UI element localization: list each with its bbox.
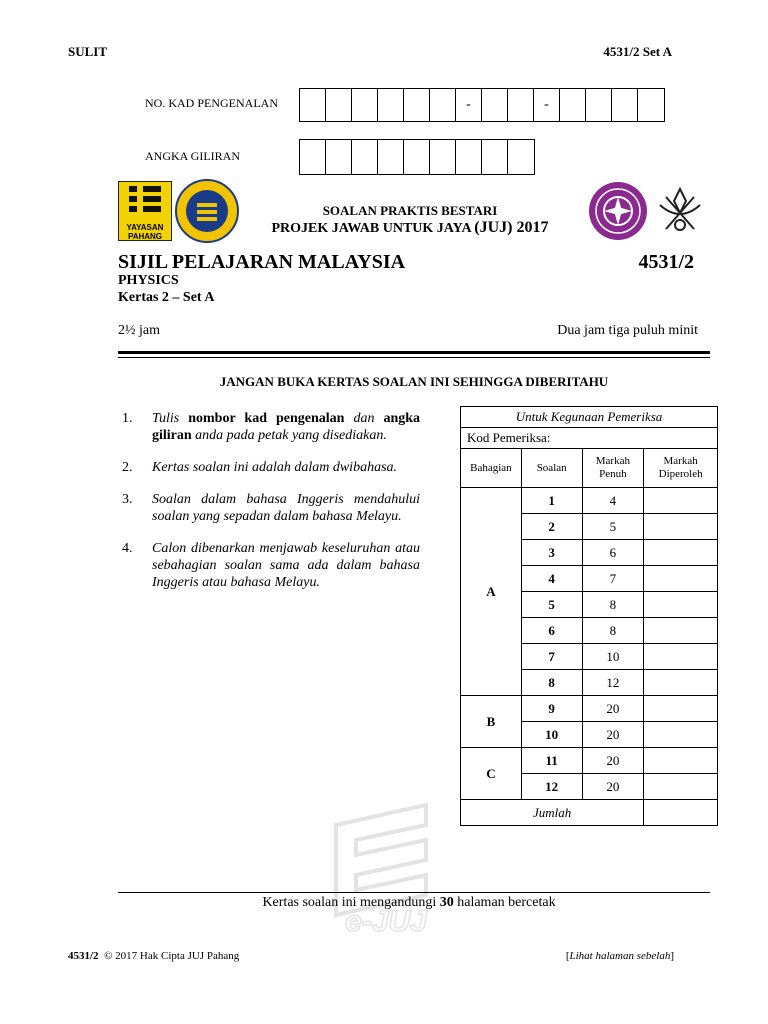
question-number: 4 xyxy=(521,566,582,592)
instruction-fragment: Soalan dalam bahasa Inggeris mendahului soalan yang sepadan dalam bahasa Melayu. xyxy=(152,492,420,524)
thin-rule xyxy=(118,357,710,358)
exam-code: 4531/2 xyxy=(638,251,694,273)
thick-rule xyxy=(118,351,710,354)
ic-number-label: NO. KAD PENGENALAN xyxy=(145,96,278,110)
footer-left xyxy=(68,950,239,962)
page-count-before: Kertas soalan ini mengandungi xyxy=(262,895,440,910)
marks-obtained-cell[interactable] xyxy=(644,488,718,514)
instruction-text xyxy=(152,491,420,525)
full-marks: 5 xyxy=(582,514,644,540)
marks-obtained-cell[interactable] xyxy=(644,670,718,696)
roll-number-cell[interactable] xyxy=(430,140,456,174)
ic-number-cell[interactable] xyxy=(612,89,638,121)
total-label: Jumlah xyxy=(461,800,644,826)
roll-number-label: ANGKA GILIRAN xyxy=(145,149,240,163)
header-sulit: SULIT xyxy=(68,44,108,59)
page-count-number: 30 xyxy=(439,895,454,910)
question-number: 5 xyxy=(521,592,582,618)
footer-next-page: [Lihat halaman sebelah] xyxy=(565,950,674,962)
page-count-note xyxy=(118,895,700,911)
purple-emblem-icon xyxy=(588,181,648,246)
watermark-text: e-JUJ xyxy=(345,905,427,938)
banner-project: PROJEK JAWAB UNTUK JAYA xyxy=(271,221,471,236)
header-paper-code: 4531/2 Set A xyxy=(603,44,672,59)
ic-number-cell[interactable] xyxy=(560,89,586,121)
marks-obtained-cell[interactable] xyxy=(644,514,718,540)
table-row xyxy=(461,488,718,514)
exam-subject: PHYSICS xyxy=(118,273,179,288)
roll-number-cell[interactable] xyxy=(404,140,430,174)
ic-number-cell[interactable] xyxy=(482,89,508,121)
column-header: Markah Diperoleh xyxy=(644,449,718,488)
marks-obtained-cell[interactable] xyxy=(644,696,718,722)
yayasan-word: YAYASAN xyxy=(126,223,164,232)
examiner-use-title: Untuk Kegunaan Pemeriksa xyxy=(461,407,718,428)
table-header-row xyxy=(461,449,718,488)
question-number: 6 xyxy=(521,618,582,644)
question-number: 7 xyxy=(521,644,582,670)
instruction-text xyxy=(152,459,420,476)
roll-number-cell[interactable] xyxy=(508,140,534,174)
question-number: 1 xyxy=(521,488,582,514)
marks-obtained-cell[interactable] xyxy=(644,774,718,800)
page-count-after: halaman bercetak xyxy=(453,895,556,910)
footer-next-text: Lihat halaman sebelah xyxy=(569,950,671,962)
exam-paper: Kertas 2 – Set A xyxy=(118,290,215,305)
roll-number-cell[interactable] xyxy=(326,140,352,174)
full-marks: 10 xyxy=(582,644,644,670)
roll-number-boxes[interactable] xyxy=(299,139,535,175)
ic-number-boxes[interactable] xyxy=(299,88,665,122)
instruction-number: 1. xyxy=(122,411,133,426)
instruction-fragment: Tulis xyxy=(152,411,189,426)
full-marks: 20 xyxy=(582,696,644,722)
exam-duration-words: Dua jam tiga puluh minit xyxy=(557,323,698,338)
marks-obtained-cell[interactable] xyxy=(644,618,718,644)
question-number: 11 xyxy=(521,748,582,774)
column-header: Markah Penuh xyxy=(582,449,644,488)
ic-number-cell[interactable]: - xyxy=(534,89,560,121)
footer-code: 4531/2 xyxy=(68,950,99,962)
ic-number-cell[interactable] xyxy=(430,89,456,121)
instruction-number: 4. xyxy=(122,541,133,556)
marks-obtained-cell[interactable] xyxy=(644,644,718,670)
roll-number-cell[interactable] xyxy=(482,140,508,174)
question-number: 12 xyxy=(521,774,582,800)
examiner-code-row xyxy=(461,428,718,449)
instruction-fragment: anda pada petak yang disediakan. xyxy=(191,428,387,443)
banner-line1: SOALAN PRAKTIS BESTARI xyxy=(322,203,498,218)
footer-copyright: © 2017 Hak Cipta JUJ Pahang xyxy=(104,950,240,962)
warning-notice: JANGAN BUKA KERTAS SOALAN INI SEHINGGA DIBERITAHU xyxy=(219,374,609,389)
ic-number-cell[interactable] xyxy=(378,89,404,121)
question-number: 9 xyxy=(521,696,582,722)
banner-year: (JUJ) 2017 xyxy=(474,219,549,236)
instruction-fragment: dan xyxy=(344,411,384,426)
section-name: A xyxy=(461,488,522,696)
marks-obtained-cell[interactable] xyxy=(644,722,718,748)
instruction-text xyxy=(152,540,420,591)
pahang-crest-icon xyxy=(652,183,708,244)
column-header: Soalan xyxy=(521,449,582,488)
examiner-marks-table xyxy=(460,406,718,826)
full-marks: 8 xyxy=(582,618,644,644)
question-number: 8 xyxy=(521,670,582,696)
ic-number-cell[interactable] xyxy=(638,89,664,121)
instruction-item xyxy=(122,459,420,476)
instruction-number: 2. xyxy=(122,460,133,475)
table-title-row xyxy=(461,407,718,428)
roll-number-cell[interactable] xyxy=(378,140,404,174)
question-number: 10 xyxy=(521,722,582,748)
ic-number-cell[interactable] xyxy=(326,89,352,121)
full-marks: 20 xyxy=(582,774,644,800)
full-marks: 12 xyxy=(582,670,644,696)
jabatan-pendidikan-seal-icon xyxy=(175,179,239,248)
question-number: 2 xyxy=(521,514,582,540)
instruction-number: 3. xyxy=(122,492,133,507)
total-row xyxy=(461,800,718,826)
yayasan-pahang-logo xyxy=(118,181,172,241)
examiner-code-label: Kod Pemeriksa: xyxy=(461,428,718,449)
instruction-text xyxy=(152,410,420,444)
exam-duration: 2½ jam xyxy=(118,323,160,338)
table-row xyxy=(461,696,718,722)
instruction-fragment: nombor kad pengenalan xyxy=(188,411,345,426)
instruction-item xyxy=(122,491,420,525)
e-juj-watermark-icon xyxy=(326,785,446,945)
full-marks: 20 xyxy=(582,722,644,748)
instructions-list xyxy=(122,410,420,606)
full-marks: 8 xyxy=(582,592,644,618)
roll-number-cell[interactable] xyxy=(300,140,326,174)
pahang-word: PAHANG xyxy=(127,232,163,241)
roll-number-cell[interactable] xyxy=(456,140,482,174)
ic-number-cell[interactable] xyxy=(586,89,612,121)
ic-number-cell[interactable] xyxy=(300,89,326,121)
marks-obtained-cell[interactable] xyxy=(644,566,718,592)
banner-line2 xyxy=(240,219,580,237)
instruction-fragment: Calon dibenarkan menjawab keseluruhan atau sebahagian soalan sama ada dalam bahasa Inggeris atau bahasa Melayu. xyxy=(152,541,420,590)
instruction-item xyxy=(122,410,420,444)
ic-number-cell[interactable] xyxy=(352,89,378,121)
full-marks: 7 xyxy=(582,566,644,592)
section-name: B xyxy=(461,696,522,748)
full-marks: 4 xyxy=(582,488,644,514)
instruction-fragment: angka giliran xyxy=(152,411,421,443)
column-header: Bahagian xyxy=(461,449,522,488)
section-name: C xyxy=(461,748,522,800)
ic-number-cell[interactable]: - xyxy=(456,89,482,121)
roll-number-cell[interactable] xyxy=(352,140,378,174)
instruction-fragment: Kertas soalan ini adalah dalam dwibahasa. xyxy=(152,460,398,475)
full-marks: 20 xyxy=(582,748,644,774)
bottom-rule xyxy=(118,892,710,893)
full-marks: 6 xyxy=(582,540,644,566)
question-number: 3 xyxy=(521,540,582,566)
ic-number-cell[interactable] xyxy=(508,89,534,121)
table-row xyxy=(461,748,718,774)
ic-number-cell[interactable] xyxy=(404,89,430,121)
exam-title: SIJIL PELAJARAN MALAYSIA xyxy=(118,251,406,273)
marks-obtained-cell[interactable] xyxy=(644,748,718,774)
marks-obtained-cell[interactable] xyxy=(644,592,718,618)
instruction-item xyxy=(122,540,420,591)
marks-obtained-cell[interactable] xyxy=(644,540,718,566)
total-marks-cell[interactable] xyxy=(644,800,718,826)
